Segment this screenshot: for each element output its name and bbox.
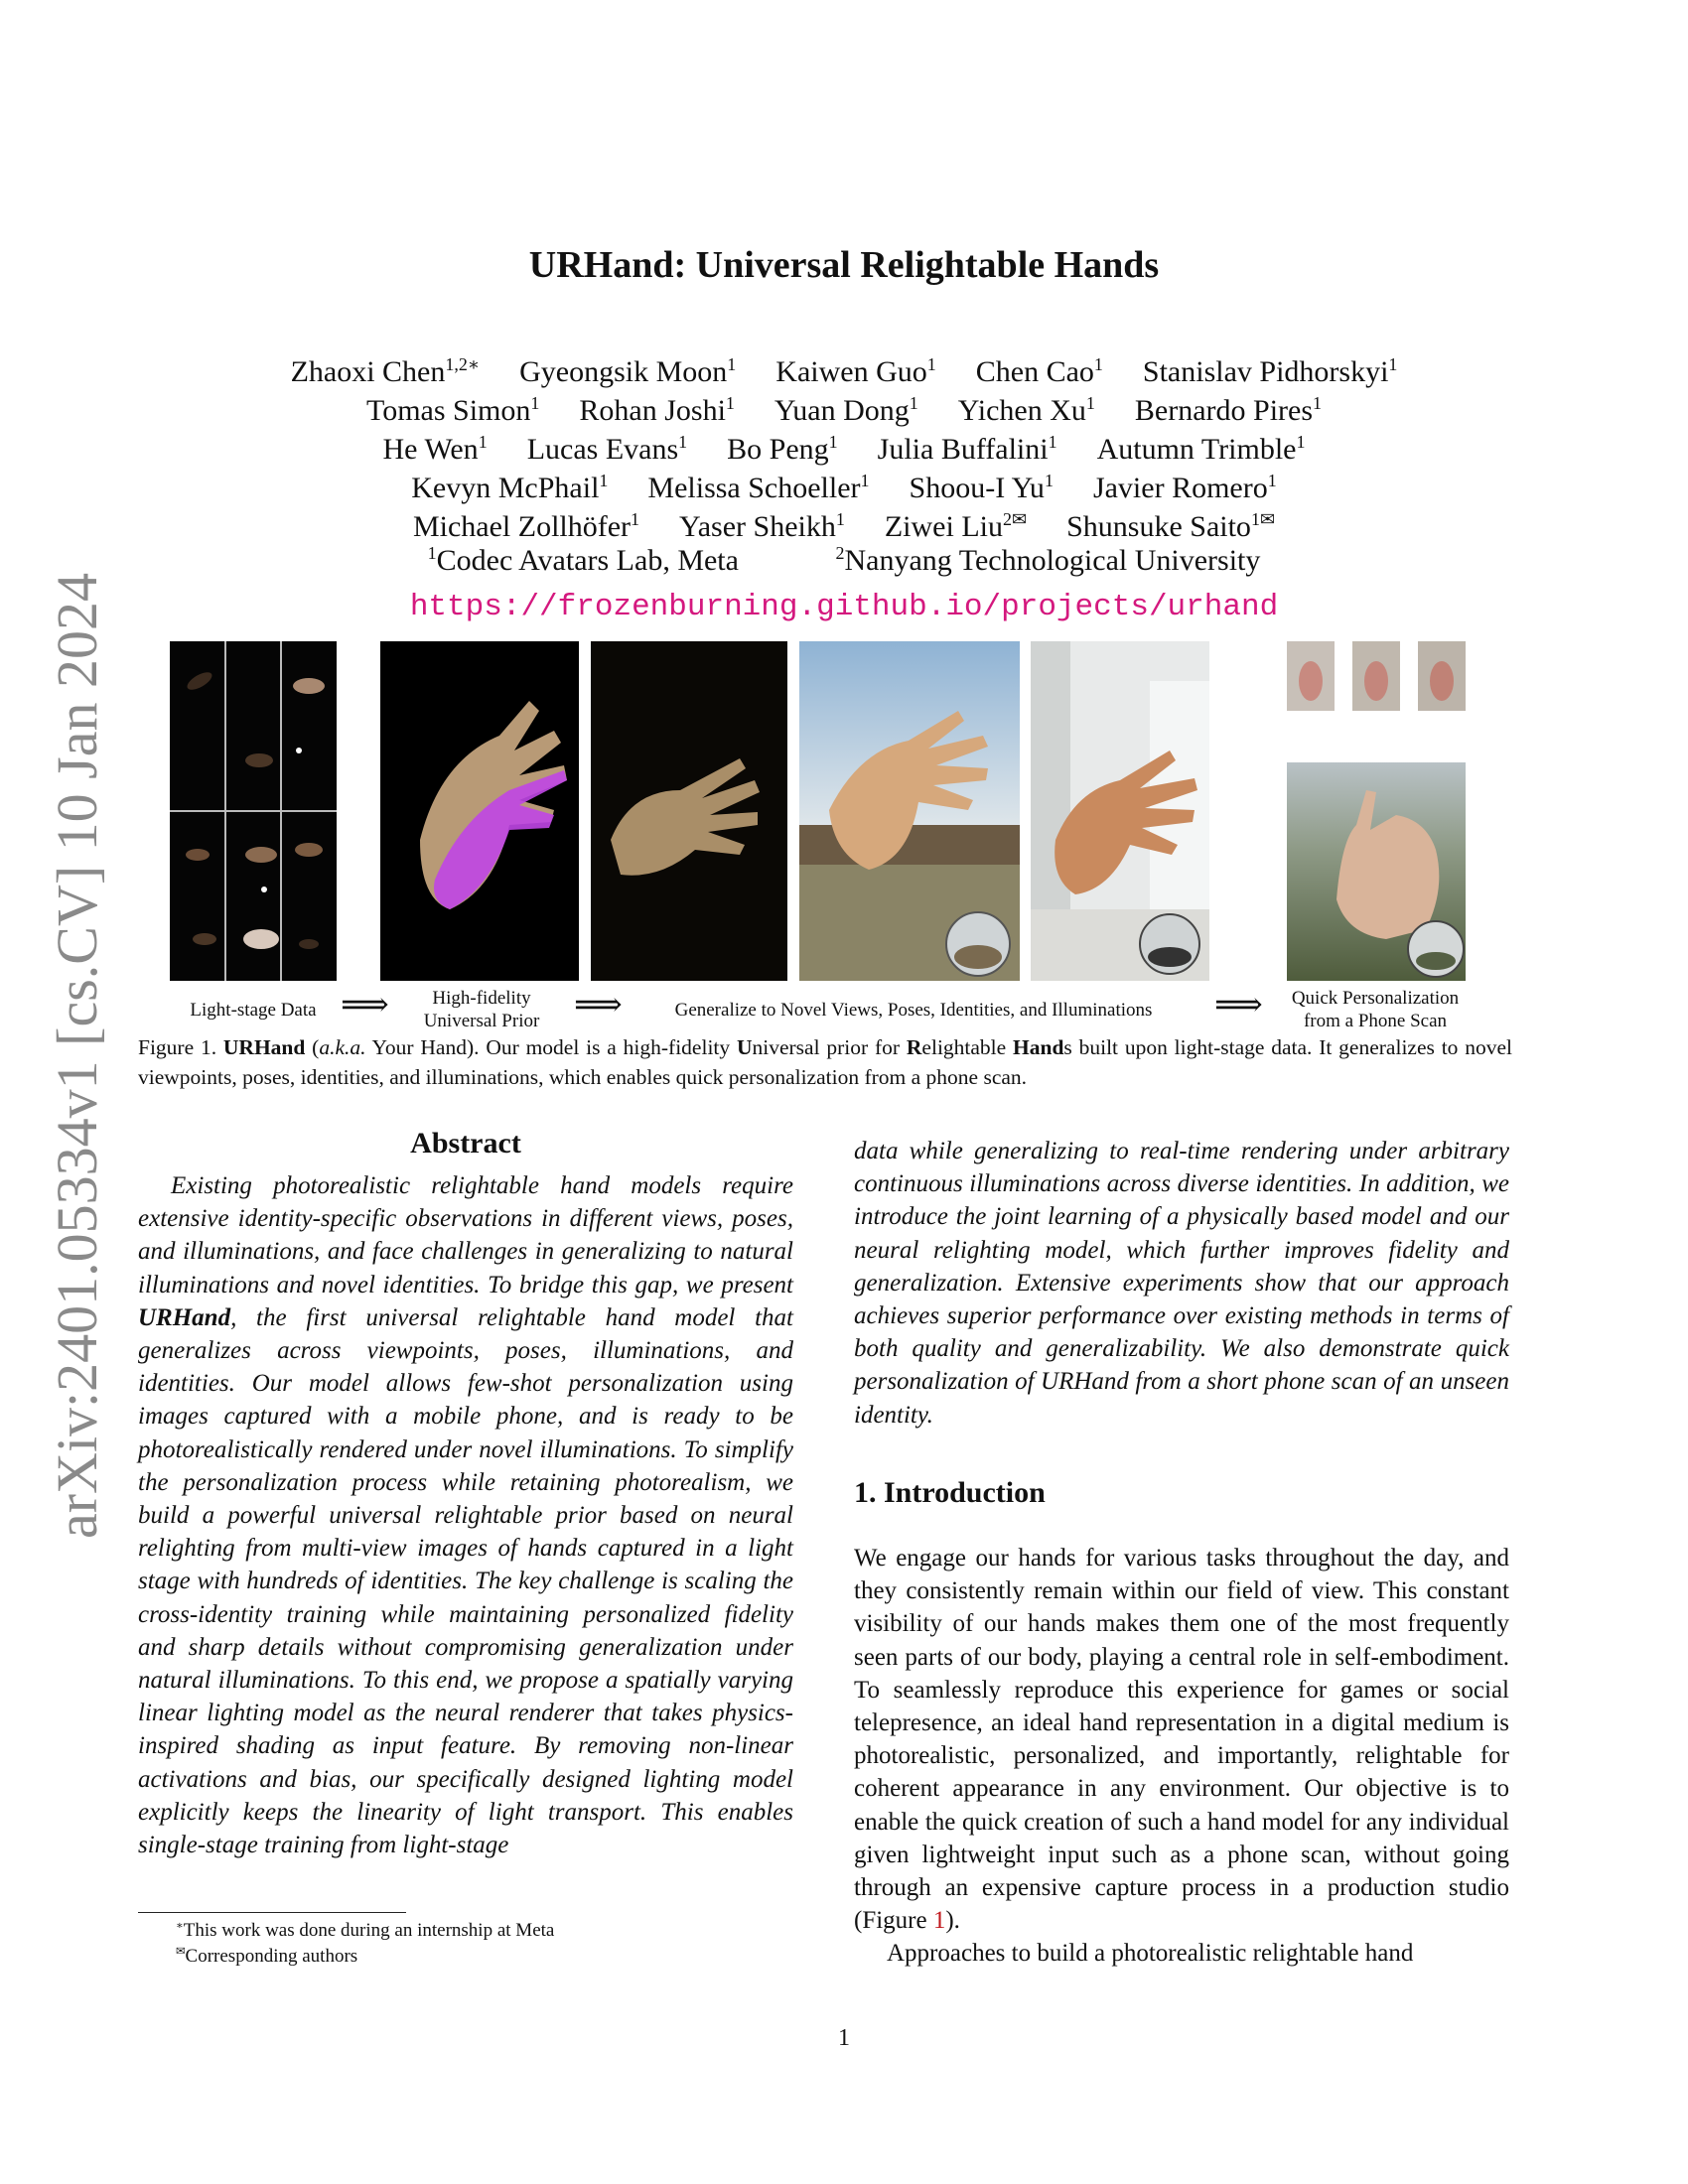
author-name: Kaiwen Guo$^1$ [775,354,936,388]
author-name: Shoou-I Yu$^1$ [909,471,1054,504]
abstract-body-right: data while generalizing to real-time rendering under arbitrary continuous illuminations across diverse identities. In addition, we introduce the joint learning of a physically based model and our neural relighting model, which further improves fidelity and generalization. Extensive experiments show that our approach achieves superior performance over existing methods in terms of both quality and generalizability. We also demonstrate quick personalization of URHand from a short phone scan of an unseen identity. [854,1138,1509,1429]
author-name: Tomas Simon$^1$ [365,393,540,427]
arrow-icon: ⟹ [1214,987,1263,1024]
section-heading-introduction: 1. Introduction [854,1476,1046,1509]
author-name: Bernardo Pires$^1$ [1134,393,1323,427]
author-name: Javier Romero$^1$ [1092,471,1277,504]
figure-panel-universal-prior [380,641,579,981]
project-url-link[interactable]: https://frozenburning.github.io/projects/urhand [409,590,1279,624]
arrow-icon: ⟹ [574,987,623,1024]
author-name: Melissa Schoeller$^1$ [647,471,870,504]
author-name: Bo Peng$^1$ [727,432,838,466]
introduction-body: We engage our hands for various tasks throughout the day, and they consistently remain within our field of view. This constant visibility of our hands makes them one of the most frequently seen parts of our body, playing a central role in self-embodiment. To seamlessly reproduce this experience for games or social telepresence, an ideal hand representation in a digital medium is photorealistic, personalized, and importantly, relightable for coherent appearance in any environment. Our objective is to enable the quick creation of such a hand model for any individual given lightweight input such as a phone scan, without going through an expensive capture process in a production studio (Figure 1). Approaches to build a photorealistic relightable hand [854,1545,1509,1968]
figure-caption: Figure 1. URHand (a.k.a. Your Hand). Our model is a high-fidelity Universal prior for Relightable Hands built upon light-stage data. It generalizes to novel viewpoints, poses, identities, and illuminations, which enables quick personalization from a phone scan. [138,1035,1512,1089]
author-line [0,470,1688,507]
author-line [0,431,1688,469]
author-name: Zhaoxi Chen$^{1,2∗}$ [290,354,481,388]
stage-label-personalization: Quick Personalization from a Phone Scan [1291,988,1460,1031]
author-name: Kevyn McPhail$^1$ [411,471,609,504]
arxiv-stamp: arXiv:2401.05334v1 [cs.CV] 10 Jan 2024 [45,572,109,1539]
arrow-icon: ⟹ [341,987,389,1024]
author-line [0,392,1688,430]
author-line [0,353,1688,391]
author-name: Shunsuke Saito$^{1✉}$ [1066,509,1276,543]
figure-ref-link[interactable]: 1 [932,1907,946,1935]
abstract-body-left: Existing photorealistic relightable hand models require extensive identity-specific observations in different views, poses, and illuminations, and face challenges in generalizing to natural illuminations and novel identities. To bridge this gap, we present URHand, the first universal relightable hand model that generalizes across viewpoints, poses, illuminations, and identities. Our model allows few-shot personalization using images captured with a mobile phone, and is ready to be photorealistically rendered under novel illuminations. To simplify the personalization process while retaining photorealism, we build a powerful universal relightable prior based on neural relighting from multi-view images of hands captured in a light stage with hundreds of identities. The key challenge is scaling the cross-identity training while maintaining personalized fidelity and sharp details without compromising generalization under natural illuminations. To this end, we propose a spatially varying linear lighting model as the neural renderer that takes physics-inspired shading as input feature. By removing non-linear activations and bias, our specifically designed lighting model explicitly keeps the linearity of light transport. This enables single-stage training from light-stage [138,1172,793,1859]
paper-title: URHand: Universal Relightable Hands [528,244,1160,286]
figure-panel-outdoor-relight [799,641,1020,981]
page-number: 1 [838,2025,850,2051]
affiliation-1: $^1$Codec Avatars Lab, Meta [427,543,739,577]
figure-panel-novel-view [591,641,787,981]
author-name: He Wen$^1$ [382,432,488,466]
affiliations [0,542,1688,580]
author-name: Rohan Joshi$^1$ [579,393,735,427]
figure-panel-light-stage-grid [170,641,337,981]
author-line [0,508,1688,546]
abstract-heading: Abstract [410,1127,521,1160]
affiliation-2: $^2$Nanyang Technological University [835,543,1261,577]
author-name: Autumn Trimble$^1$ [1096,432,1306,466]
author-name: Michael Zollhöfer$^1$ [412,509,640,543]
figure-panel-phone-personalization [1287,641,1466,981]
author-name: Yaser Sheikh$^1$ [679,509,845,543]
stage-label-generalize: Generalize to Novel Views, Poses, Identities, and Illuminations [674,1000,1153,1021]
footnote-internship: ∗This work was done during an internship at Meta [176,1920,555,1941]
footnote-divider [138,1912,406,1913]
stage-label-universal-prior: High-fidelity Universal Prior [423,988,540,1031]
author-name: Yuan Dong$^1$ [774,393,918,427]
author-name: Lucas Evans$^1$ [526,432,688,466]
author-name: Stanislav Pidhorskyi$^1$ [1142,354,1398,388]
figure-panel-indoor-relight [1031,641,1209,981]
stage-label-light-stage: Light-stage Data [190,1000,317,1021]
author-name: Gyeongsik Moon$^1$ [519,354,737,388]
author-name: Ziwei Liu$^{2✉}$ [884,509,1028,543]
footnote-corresponding: ✉Corresponding authors [176,1946,358,1967]
author-name: Yichen Xu$^1$ [957,393,1095,427]
author-name: Chen Cao$^1$ [975,354,1103,388]
author-name: Julia Buffalini$^1$ [877,432,1057,466]
